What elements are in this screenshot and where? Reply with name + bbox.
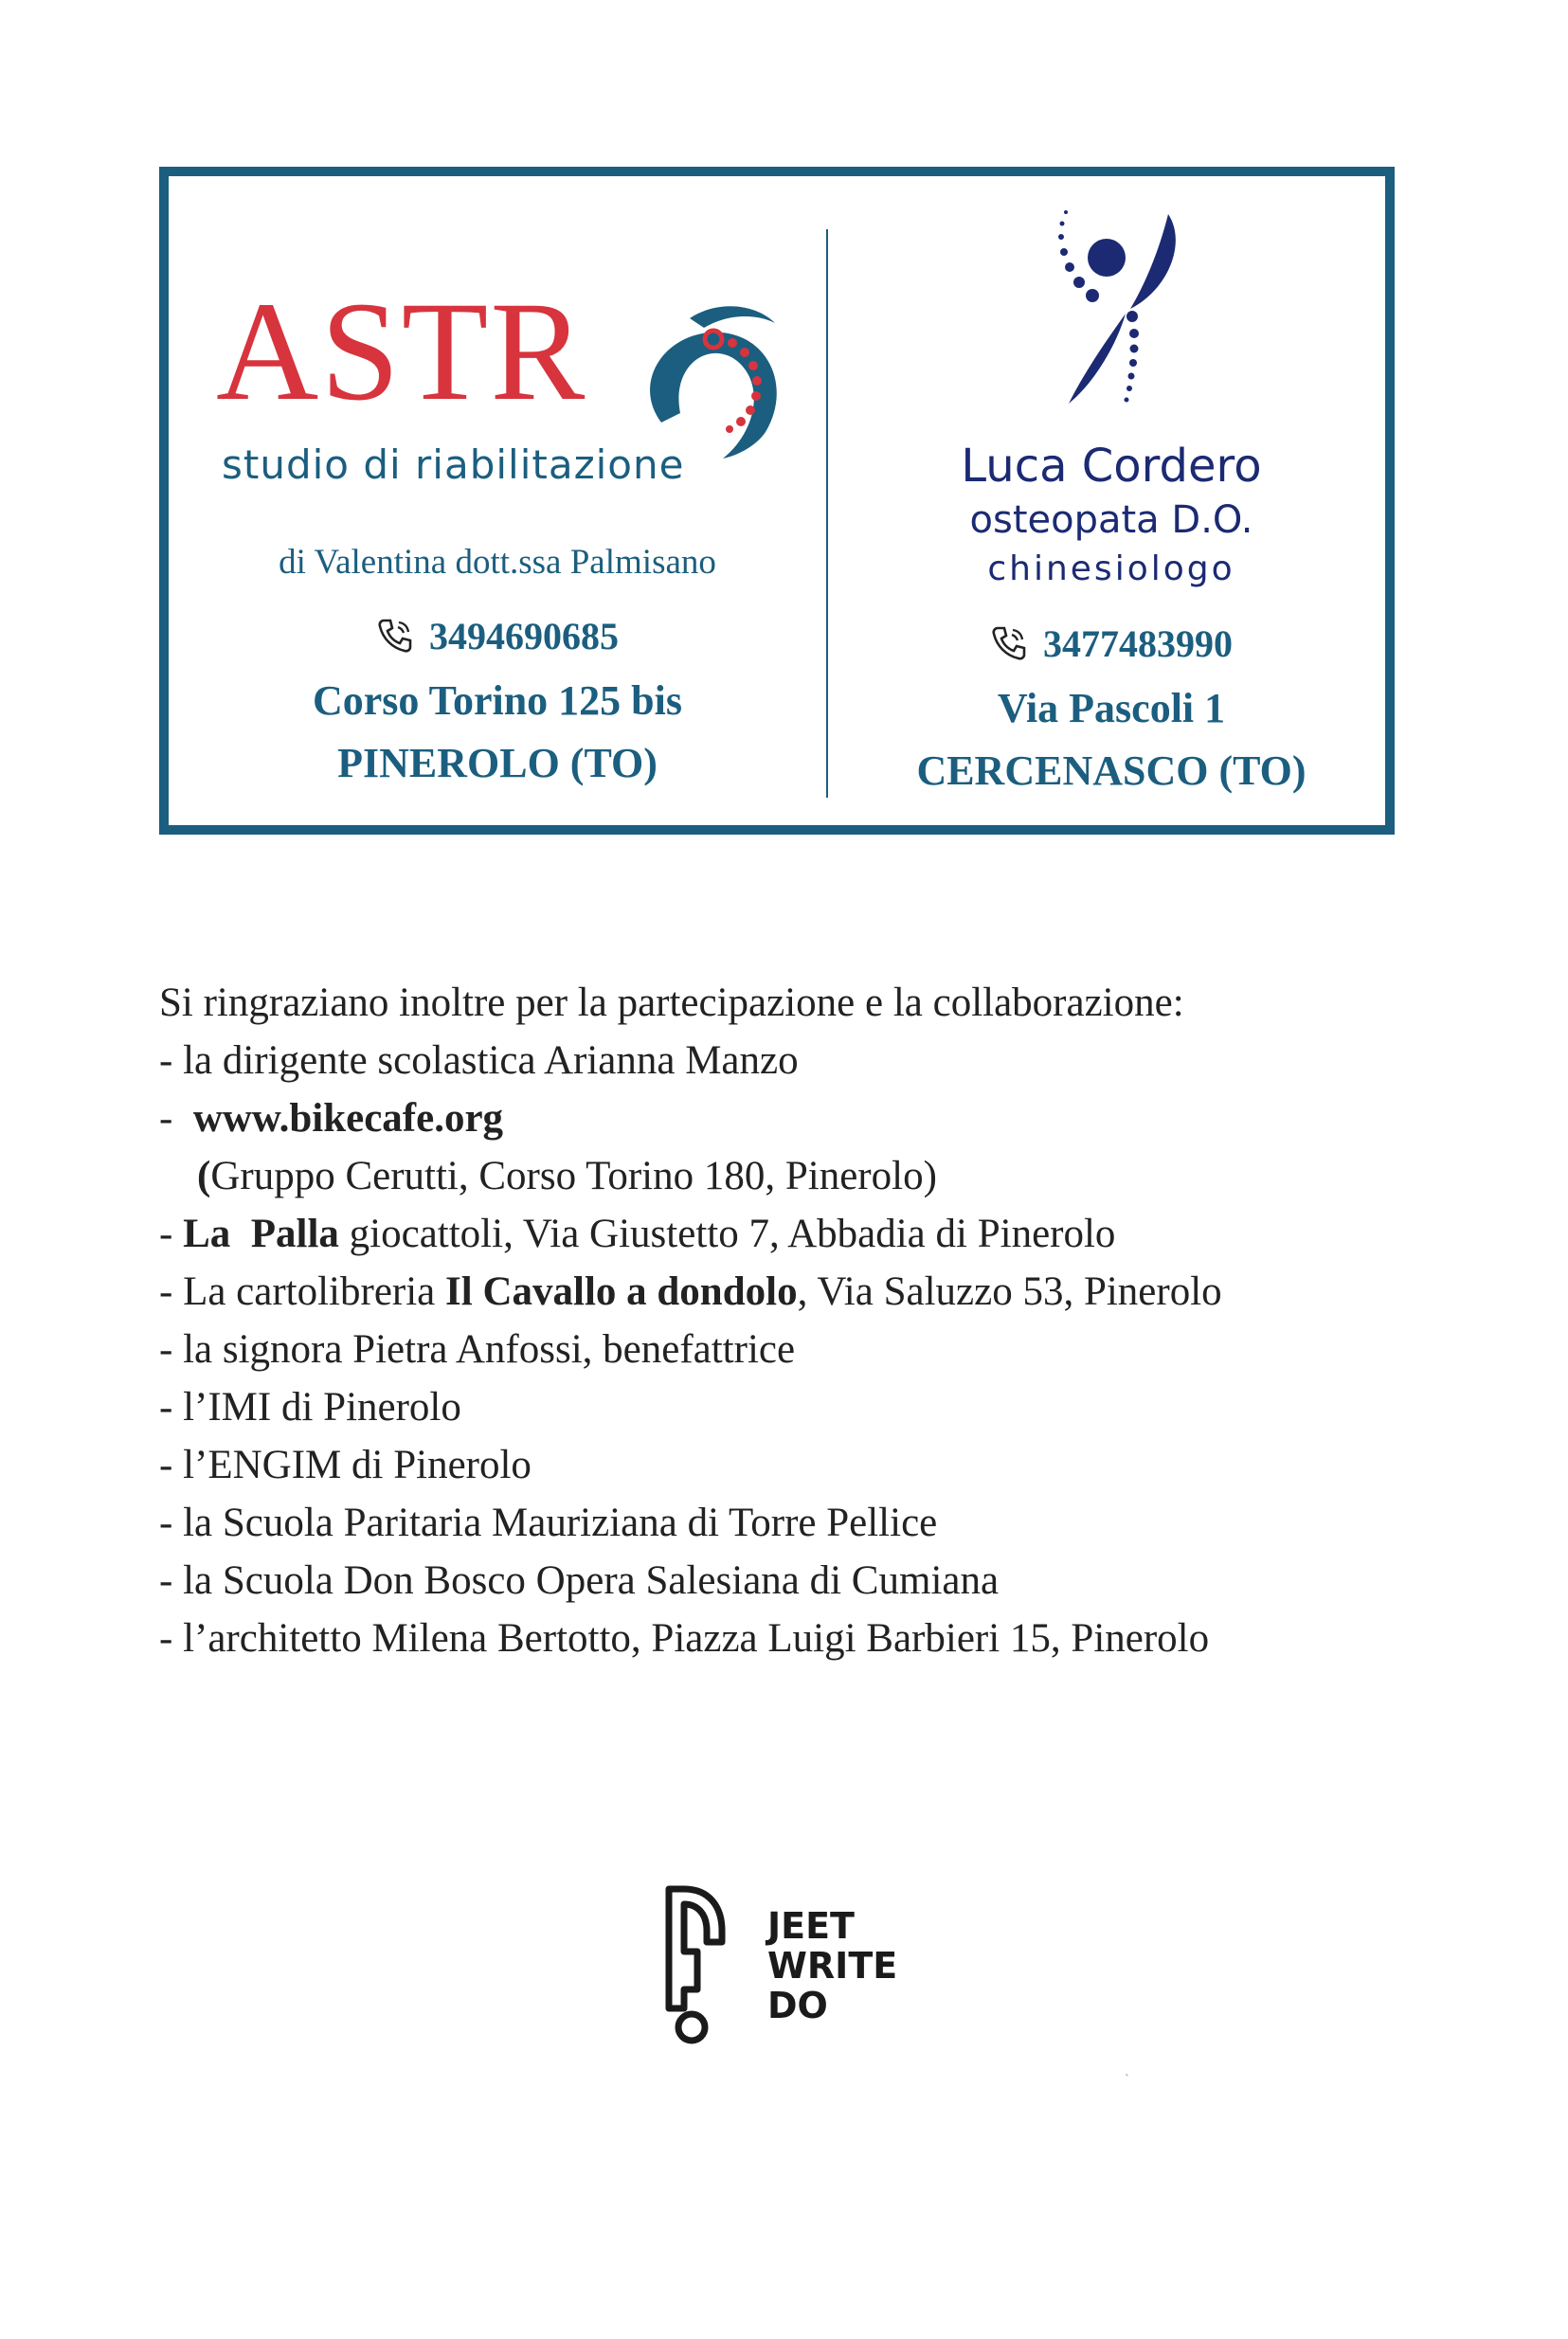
thanks-item: - la Scuola Don Bosco Opera Salesiana di Cumiana <box>159 1558 1000 1603</box>
thanks-item: - la signora Pietra Anfossi, benefattrice <box>159 1327 796 1372</box>
publisher-word: DO <box>767 1985 828 2026</box>
osteopath-phone-number: 3477483990 <box>1043 622 1233 665</box>
thanks-list <box>159 974 1438 1667</box>
thanks-item: - l’IMI di Pinerolo <box>159 1385 461 1430</box>
bikecafe-link[interactable]: www.bikecafe.org <box>192 1096 504 1141</box>
astro-logo-word: ASTR <box>216 273 587 430</box>
phone-icon <box>990 624 1028 662</box>
astro-logo-subtitle: studio di riabilitazione <box>222 441 685 488</box>
publisher-word: JEET <box>767 1905 855 1947</box>
osteopath-figure-icon <box>1054 205 1216 423</box>
osteopath-phone <box>828 621 1395 666</box>
stray-mark: ˋ <box>1125 2073 1130 2086</box>
osteopath-role: chinesiologo <box>987 549 1235 588</box>
thanks-item <box>159 1263 1438 1321</box>
publisher-name <box>767 1906 897 2025</box>
thanks-item <box>159 1089 1438 1147</box>
thanks-item: - l’architetto Milena Bertotto, Piazza Luigi Barbieri 15, Pinerolo <box>159 1616 1210 1661</box>
thanks-item-prefix: - La cartolibreria <box>159 1269 446 1314</box>
thanks-item-text: , Via Saluzzo 53, Pinerolo <box>797 1269 1222 1314</box>
thanks-item-prefix: - <box>159 1096 193 1141</box>
thanks-item-text: Gruppo Cerutti, Corso Torino 180, Pinerolo) <box>210 1154 937 1198</box>
publisher-mark-icon <box>663 1885 730 2046</box>
thanks-item-bold: La Palla <box>183 1212 339 1256</box>
thanks-item-bold: Il Cavallo a dondolo <box>445 1269 798 1314</box>
thanks-intro: Si ringraziano inoltre per la partecipazione e la collaborazione: <box>159 981 1184 1025</box>
astro-owner: di Valentina dott.ssa Palmisano <box>279 543 716 582</box>
osteopath-name: Luca Cordero <box>961 440 1262 493</box>
osteopath-address-city: CERCENASCO (TO) <box>916 747 1307 794</box>
astro-address-city: PINEROLO (TO) <box>337 740 658 786</box>
thanks-item: - la dirigente scolastica Arianna Manzo <box>159 1038 799 1083</box>
publisher-logo <box>663 1885 910 2056</box>
publisher-word: WRITE <box>767 1945 898 1987</box>
thanks-item: - la Scuola Paritaria Mauriziana di Torre Pellice <box>159 1501 938 1545</box>
thanks-item-paren: ( <box>197 1154 211 1198</box>
thanks-item: - l’ENGIM di Pinerolo <box>159 1443 532 1487</box>
thanks-item-prefix: - <box>159 1212 184 1256</box>
thanks-item-text: giocattoli, Via Giustetto 7, Abbadia di Pinerolo <box>338 1212 1116 1256</box>
phone-icon <box>376 617 414 655</box>
astro-phone <box>169 614 826 658</box>
osteopath-address-street: Via Pascoli 1 <box>997 685 1226 731</box>
thanks-item <box>159 1205 1438 1263</box>
astro-logo <box>216 273 803 498</box>
sponsor-card <box>159 167 1395 835</box>
thanks-item-sub <box>159 1147 1438 1205</box>
astro-phone-number: 3494690685 <box>429 615 619 657</box>
astro-address-street: Corso Torino 125 bis <box>313 677 682 724</box>
osteopath-title: osteopata D.O. <box>969 498 1253 542</box>
